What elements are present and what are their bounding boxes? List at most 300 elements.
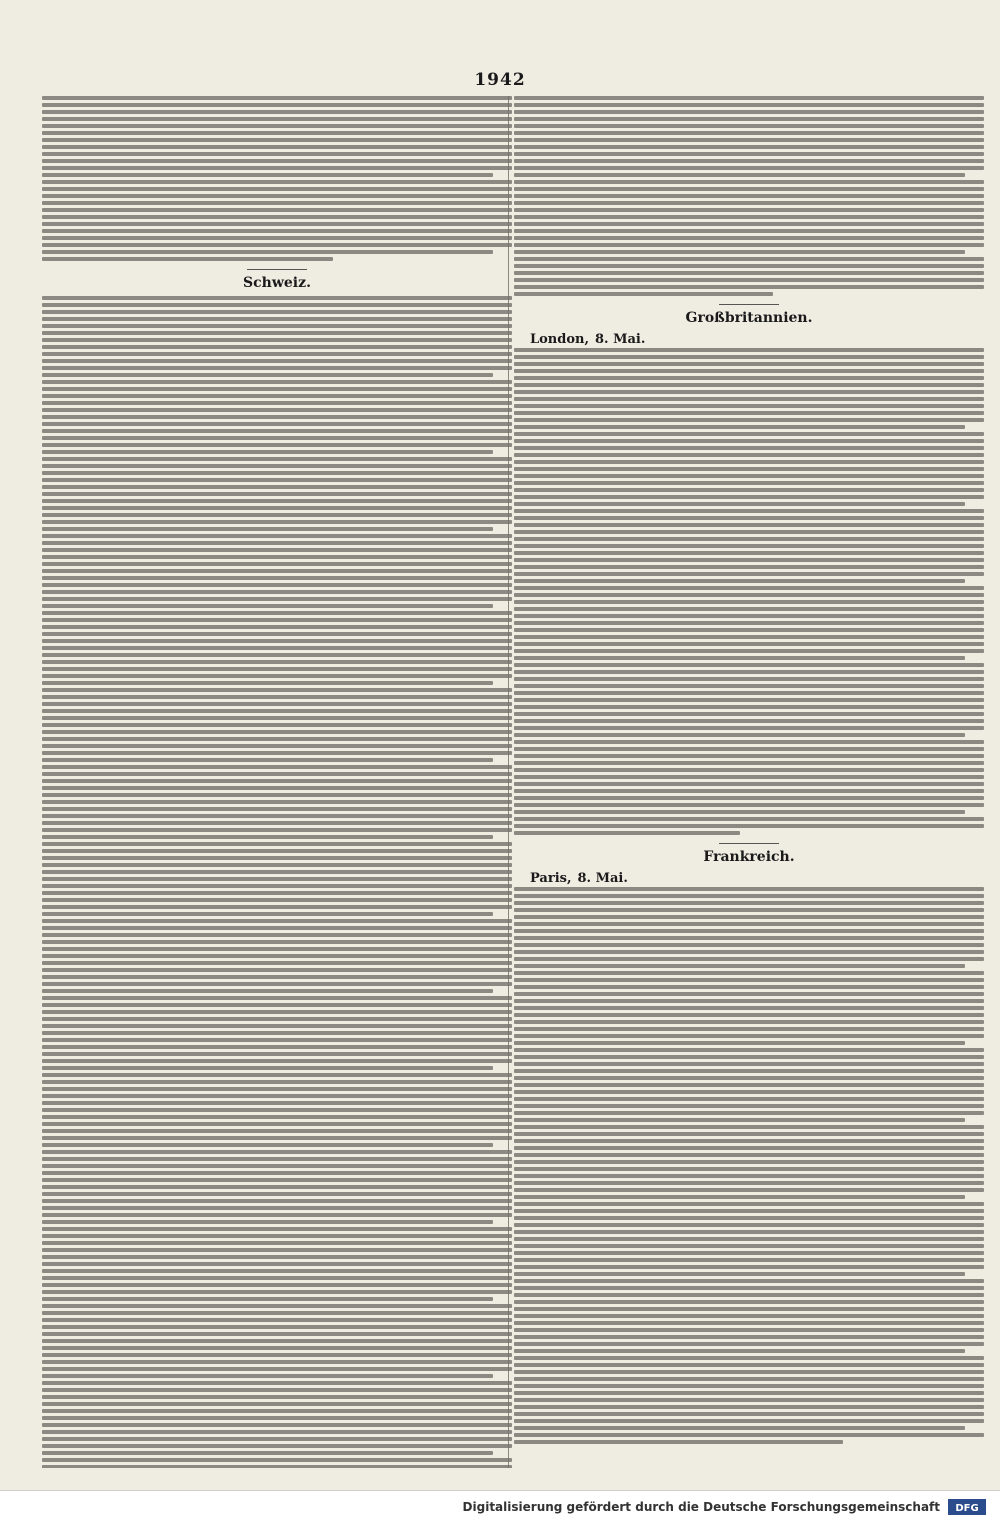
text-line: [42, 1346, 512, 1350]
text-line: [42, 257, 333, 261]
text-line: [42, 772, 512, 776]
text-line: [514, 761, 984, 765]
text-line: [42, 1374, 493, 1378]
text-line: [514, 656, 965, 660]
text-line: [42, 681, 493, 685]
text-line: [42, 968, 512, 972]
text-line: [514, 1041, 965, 1045]
text-line: [514, 1167, 984, 1171]
text-line: [42, 947, 512, 951]
text-line: [42, 1052, 512, 1056]
text-line: [514, 649, 984, 653]
text-line: [42, 926, 512, 930]
text-line: [514, 1405, 984, 1409]
text-line: [514, 1279, 984, 1283]
text-line: [514, 96, 984, 100]
text-line: [514, 1335, 984, 1339]
text-line: [42, 173, 493, 177]
text-line: [42, 1269, 512, 1273]
text-line: [42, 310, 512, 314]
text-line: [514, 929, 984, 933]
text-line: [42, 1129, 512, 1133]
article-body-paris: [514, 887, 984, 1444]
text-line: [42, 1185, 512, 1189]
text-line: [42, 807, 512, 811]
text-line: [42, 590, 512, 594]
text-line: [42, 1304, 512, 1308]
dateline-date: 8. Mai.: [595, 332, 646, 347]
text-line: [514, 1363, 984, 1367]
text-line: [514, 1111, 984, 1115]
text-line: [514, 264, 984, 268]
text-line: [514, 1342, 984, 1346]
text-line: [514, 117, 984, 121]
text-line: [42, 975, 512, 979]
text-line: [42, 103, 512, 107]
text-line: [514, 1034, 984, 1038]
svg-text:DFG: DFG: [955, 1502, 979, 1514]
text-line: [514, 698, 984, 702]
text-line: [514, 446, 984, 450]
text-line: [42, 1199, 512, 1203]
text-line: [514, 1188, 984, 1192]
text-line: [514, 936, 984, 940]
text-line: [42, 215, 512, 219]
text-line: [42, 660, 512, 664]
text-line: [42, 1241, 512, 1245]
text-line: [42, 499, 512, 503]
text-line: [42, 695, 512, 699]
page-number: 1942: [474, 70, 526, 90]
text-line: [514, 243, 984, 247]
text-line: [42, 96, 512, 100]
text-line: [42, 492, 512, 496]
text-line: [514, 194, 984, 198]
text-line: [42, 527, 493, 531]
text-line: [42, 1136, 512, 1140]
text-line: [42, 317, 512, 321]
text-line: [42, 639, 512, 643]
text-line: [42, 1395, 512, 1399]
text-line: [42, 471, 512, 475]
text-line: [514, 180, 984, 184]
text-line: [42, 723, 512, 727]
text-line: [514, 1251, 984, 1255]
text-line: [514, 390, 984, 394]
text-line: [42, 800, 512, 804]
text-line: [42, 450, 493, 454]
text-line: [42, 1045, 512, 1049]
text-line: [42, 534, 512, 538]
text-line: [514, 1104, 984, 1108]
text-line: [42, 541, 512, 545]
text-line: [514, 201, 984, 205]
text-line: [42, 1003, 512, 1007]
text-line: [42, 632, 512, 636]
text-line: [42, 1388, 512, 1392]
text-line: [42, 779, 512, 783]
text-line: [42, 884, 512, 888]
text-line: [514, 782, 984, 786]
text-line: [514, 691, 984, 695]
text-line: [42, 716, 512, 720]
text-line: [42, 506, 512, 510]
text-line: [42, 653, 512, 657]
text-line: [514, 719, 984, 723]
text-line: [514, 894, 984, 898]
text-line: [42, 124, 512, 128]
text-line: [514, 1370, 984, 1374]
text-line: [42, 1283, 512, 1287]
text-line: [42, 982, 512, 986]
text-line: [42, 485, 512, 489]
text-line: [42, 422, 512, 426]
text-line: [42, 1171, 512, 1175]
text-line: [42, 331, 512, 335]
text-line: [42, 1339, 512, 1343]
text-line: [514, 544, 984, 548]
text-line: [42, 576, 512, 580]
text-line: [42, 138, 512, 142]
text-line: [514, 957, 984, 961]
text-line: [42, 870, 512, 874]
text-line: [42, 513, 512, 517]
text-line: [514, 488, 984, 492]
text-line: [42, 709, 512, 713]
text-line: [42, 1080, 512, 1084]
text-line: [42, 919, 512, 923]
text-line: [514, 1377, 984, 1381]
text-line: [42, 394, 512, 398]
text-line: [42, 478, 512, 482]
text-line: [514, 824, 984, 828]
text-line: [42, 380, 512, 384]
text-line: [514, 614, 984, 618]
text-line: [42, 387, 512, 391]
text-line: [514, 1006, 984, 1010]
text-line: [514, 481, 984, 485]
footer-text: Digitalisierung gefördert durch die Deutsche Forschungsgemeinschaft: [462, 1499, 940, 1514]
text-line: [514, 985, 984, 989]
text-line: [42, 1458, 512, 1462]
text-line: [42, 744, 512, 748]
text-line: [42, 429, 512, 433]
text-line: [42, 562, 512, 566]
text-line: [514, 789, 984, 793]
text-line: [42, 1248, 512, 1252]
text-line: [42, 1164, 512, 1168]
text-line: [514, 684, 984, 688]
text-line: [42, 1157, 512, 1161]
text-line: [514, 677, 984, 681]
text-line: [514, 1440, 843, 1444]
text-line: [42, 1465, 512, 1468]
text-line: [42, 1297, 493, 1301]
text-line: [514, 439, 984, 443]
text-line: [42, 835, 493, 839]
text-line: [514, 558, 984, 562]
text-line: [42, 1325, 512, 1329]
digitization-footer: [0, 1490, 1000, 1522]
text-line: [514, 1013, 984, 1017]
text-line: [514, 397, 984, 401]
text-line: [514, 138, 984, 142]
text-line: [514, 1300, 984, 1304]
text-line: [42, 702, 512, 706]
text-line: [514, 1412, 984, 1416]
text-line: [514, 1244, 984, 1248]
text-line: [42, 1360, 512, 1364]
text-line: [514, 1265, 984, 1269]
text-line: [42, 1115, 512, 1119]
text-line: [42, 1402, 512, 1406]
text-line: [42, 751, 512, 755]
text-line: [514, 474, 984, 478]
text-line: [514, 663, 984, 667]
section-heading-schweiz: Schweiz.: [243, 275, 311, 291]
text-line: [42, 401, 512, 405]
text-line: [514, 215, 984, 219]
text-line: [514, 621, 984, 625]
text-line: [514, 1055, 984, 1059]
text-line: [42, 1150, 512, 1154]
text-line: [42, 618, 512, 622]
text-line: [42, 1101, 512, 1105]
text-line: [514, 166, 984, 170]
text-line: [42, 208, 512, 212]
text-line: [42, 821, 512, 825]
text-line: [514, 362, 984, 366]
text-line: [42, 1262, 512, 1266]
text-line: [514, 369, 984, 373]
text-line: [42, 159, 512, 163]
text-line: [42, 1255, 512, 1259]
text-line: [42, 1108, 512, 1112]
text-line: [514, 901, 984, 905]
text-line: [514, 1272, 965, 1276]
text-line: [42, 352, 512, 356]
dateline-place: London,: [530, 332, 590, 347]
text-line: [514, 670, 984, 674]
text-line: [514, 579, 965, 583]
left-column: [42, 96, 512, 1468]
text-line: [514, 600, 984, 604]
text-line: [42, 243, 512, 247]
text-line: [514, 1181, 984, 1185]
text-line: [514, 726, 984, 730]
text-line: [42, 1206, 512, 1210]
text-line: [42, 842, 512, 846]
text-line: [42, 1451, 493, 1455]
text-line: [514, 551, 984, 555]
text-line: [514, 593, 984, 597]
text-line: [514, 733, 965, 737]
text-line: [514, 1384, 984, 1388]
text-line: [514, 565, 984, 569]
text-line: [514, 915, 984, 919]
dateline-place: Paris,: [530, 871, 572, 886]
text-line: [42, 1178, 512, 1182]
text-line: [514, 1097, 984, 1101]
text-line: [514, 586, 984, 590]
text-line: [514, 236, 984, 240]
text-line: [42, 1234, 512, 1238]
text-line: [514, 768, 984, 772]
text-line: [514, 1069, 984, 1073]
text-line: [514, 1083, 984, 1087]
text-line: [42, 180, 512, 184]
text-line: [514, 1090, 984, 1094]
dateline-london: [514, 331, 984, 348]
text-line: [514, 1398, 984, 1402]
text-line: [514, 1048, 984, 1052]
text-line: [514, 355, 984, 359]
text-line: [42, 1073, 512, 1077]
text-line: [514, 908, 984, 912]
text-line: [514, 509, 984, 513]
text-line: [42, 131, 512, 135]
article-body-london: [514, 348, 984, 835]
article-body-continued: [514, 96, 984, 296]
text-line: [42, 912, 493, 916]
text-line: [514, 922, 984, 926]
text-line: [42, 436, 512, 440]
text-line: [42, 303, 512, 307]
text-line: [42, 793, 512, 797]
text-line: [42, 1423, 512, 1427]
section-heading-grossbritannien: Großbritannien.: [685, 310, 813, 326]
text-line: [514, 173, 965, 177]
text-line: [42, 1213, 512, 1217]
text-line: [42, 555, 512, 559]
text-line: [514, 124, 984, 128]
text-line: [514, 453, 984, 457]
text-line: [42, 222, 512, 226]
text-line: [42, 1031, 512, 1035]
text-line: [514, 1027, 984, 1031]
text-line: [514, 208, 984, 212]
text-line: [514, 467, 984, 471]
text-line: [514, 1125, 984, 1129]
text-line: [42, 338, 512, 342]
text-line: [42, 597, 512, 601]
text-line: [42, 1143, 493, 1147]
text-line: [514, 502, 965, 506]
text-line: [42, 1220, 493, 1224]
text-line: [42, 863, 512, 867]
text-line: [42, 1318, 512, 1322]
text-line: [514, 530, 984, 534]
text-line: [514, 292, 773, 296]
text-line: [514, 754, 984, 758]
text-line: [514, 1258, 984, 1262]
text-line: [42, 1367, 512, 1371]
text-line: [514, 747, 984, 751]
text-line: [42, 1059, 512, 1063]
text-line: [42, 667, 512, 671]
text-line: [42, 765, 512, 769]
dateline-paris: [514, 870, 984, 887]
text-line: [42, 1311, 512, 1315]
text-line: [42, 1087, 512, 1091]
text-line: [514, 971, 984, 975]
text-line: [42, 152, 512, 156]
text-line: [514, 376, 984, 380]
text-line: [42, 1192, 512, 1196]
text-line: [42, 457, 512, 461]
text-line: [514, 257, 984, 261]
text-line: [42, 250, 493, 254]
text-line: [514, 1391, 984, 1395]
text-line: [514, 1076, 984, 1080]
text-line: [42, 961, 512, 965]
text-line: [42, 877, 512, 881]
text-line: [42, 688, 512, 692]
text-line: [514, 1230, 984, 1234]
text-line: [42, 236, 512, 240]
text-line: [514, 810, 965, 814]
text-line: [514, 943, 984, 947]
text-line: [514, 817, 984, 821]
text-line: [42, 758, 493, 762]
text-line: [514, 705, 984, 709]
text-line: [42, 324, 512, 328]
text-line: [514, 110, 984, 114]
text-line: [42, 1353, 512, 1357]
text-line: [514, 1160, 984, 1164]
text-line: [514, 1174, 984, 1178]
text-line: [42, 933, 512, 937]
text-line: [42, 1017, 512, 1021]
text-line: [42, 345, 512, 349]
text-line: [514, 796, 984, 800]
text-line: [514, 628, 984, 632]
text-line: [514, 1419, 984, 1423]
text-line: [514, 740, 984, 744]
text-line: [514, 1132, 984, 1136]
text-line: [514, 285, 984, 289]
text-line: [514, 1314, 984, 1318]
text-line: [42, 1276, 512, 1280]
text-line: [514, 404, 984, 408]
text-line: [42, 229, 512, 233]
text-line: [42, 989, 493, 993]
text-line: [42, 117, 512, 121]
text-line: [42, 737, 512, 741]
text-line: [514, 1223, 984, 1227]
text-line: [514, 887, 984, 891]
text-line: [42, 1332, 512, 1336]
text-line: [42, 1010, 512, 1014]
text-line: [514, 222, 984, 226]
text-line: [42, 940, 512, 944]
text-line: [514, 523, 984, 527]
text-line: [514, 418, 984, 422]
text-line: [514, 383, 984, 387]
text-line: [42, 1381, 512, 1385]
text-line: [514, 411, 984, 415]
text-line: [42, 110, 512, 114]
text-line: [42, 520, 512, 524]
text-line: [514, 495, 984, 499]
text-line: [42, 849, 512, 853]
text-line: [42, 604, 493, 608]
text-line: [42, 366, 512, 370]
text-line: [514, 1216, 984, 1220]
text-line: [514, 432, 984, 436]
text-line: [514, 131, 984, 135]
text-line: [42, 166, 512, 170]
